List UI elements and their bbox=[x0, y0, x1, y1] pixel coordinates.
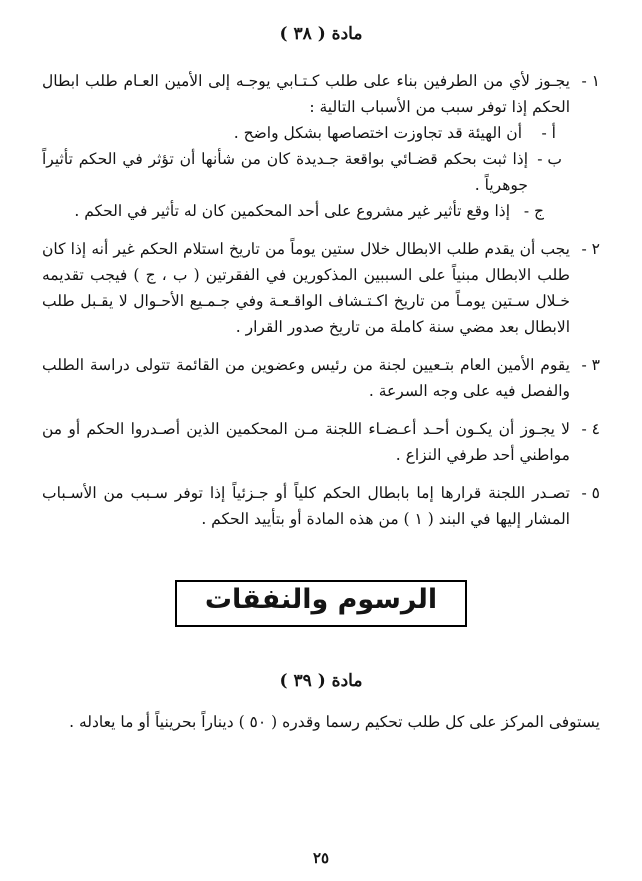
clause-text: يجـوز لأي من الطرفين بناء على طلب كـتـابي يوجـه إلى الأمين العـام طلب ابطال الحكم إذا توفر سبب من الأسباب التالية : bbox=[42, 72, 570, 116]
section-heading: الرسوم والنفقات bbox=[204, 584, 438, 615]
clause-text: تصـدر اللجنة قرارها إما بابطال الحكم كلياً أو جـزئياً إذا توفر سـبب من الأسـباب المشار إليها في البند ( ١ ) من هذه المادة أو بتأييد الحكم . bbox=[42, 484, 570, 528]
article-39-text: يستوفى المركز على كل طلب تحكيم رسما وقدره ( ٥٠ ) ديناراً بحرينياً أو ما يعادله . bbox=[69, 713, 600, 731]
article-38-title: مادة ( ٣٨ ) bbox=[279, 24, 363, 44]
subclause-text: إذا ثبت بحكم قضـائي بواقعة جـديدة كان من شأنها أن تؤثر في الحكم تأثيراً جوهرياً . bbox=[42, 150, 528, 194]
subclause-marker: أ - bbox=[541, 124, 556, 142]
clause-item-1 bbox=[42, 68, 600, 224]
article-39-title: مادة ( ٣٩ ) bbox=[279, 671, 363, 691]
clause-text: يجب أن يقدم طلب الابطال خلال ستين يوماً من تاريخ استلام الحكم غير أنه إذا كان طلب الابطال مبنياً على السببين المذكورين في الفقرتين ( ب ، ج ) فيجب تقديمه خـلال سـتين يومـاً من تاريخ اكـتـشاف الواقـعـة وفي جـمـيع الأحـوال لا يقـبل طلب الابطال بعد مضي سنة كاملة من تاريخ صدور القرار . bbox=[42, 240, 570, 336]
section-heading-box bbox=[175, 580, 467, 627]
page-number: ٢٥ bbox=[312, 849, 330, 867]
subclause-marker: ب - bbox=[537, 150, 562, 168]
clause-item-5 bbox=[42, 480, 600, 532]
clause-item-4 bbox=[42, 416, 600, 468]
subclause-text: إذا وقع تأثير غير مشروع على أحد المحكمين كان له تأثير في الحكم . bbox=[74, 202, 510, 220]
clause-marker: ٢ - bbox=[581, 240, 600, 258]
subclause-item-b bbox=[42, 146, 562, 198]
clause-text: يقوم الأمين العام بتـعيين لجنة من رئيس وعضوين من القائمة تتولى دراسة الطلب والفصل فيه على وجه السرعة . bbox=[42, 356, 570, 400]
clause-text: لا يجـوز أن يكـون أحـد أعـضـاء اللجنة مـن المحكمين الذين أصـدروا الحكم أو من مواطني أحد طرفي النزاع . bbox=[42, 420, 570, 464]
subclause-text: أن الهيئة قد تجاوزت اختصاصها بشكل واضح . bbox=[233, 124, 522, 142]
clause-marker: ٤ - bbox=[581, 420, 600, 438]
clause-item-2 bbox=[42, 236, 600, 340]
clause-marker: ٣ - bbox=[581, 356, 600, 374]
clause-item-3 bbox=[42, 352, 600, 404]
subclause-item-c bbox=[42, 198, 544, 224]
subclause-item-a bbox=[42, 120, 556, 146]
clause-marker: ٥ - bbox=[581, 484, 600, 502]
subclause-marker: ج - bbox=[523, 202, 544, 220]
clause-marker: ١ - bbox=[581, 72, 600, 90]
